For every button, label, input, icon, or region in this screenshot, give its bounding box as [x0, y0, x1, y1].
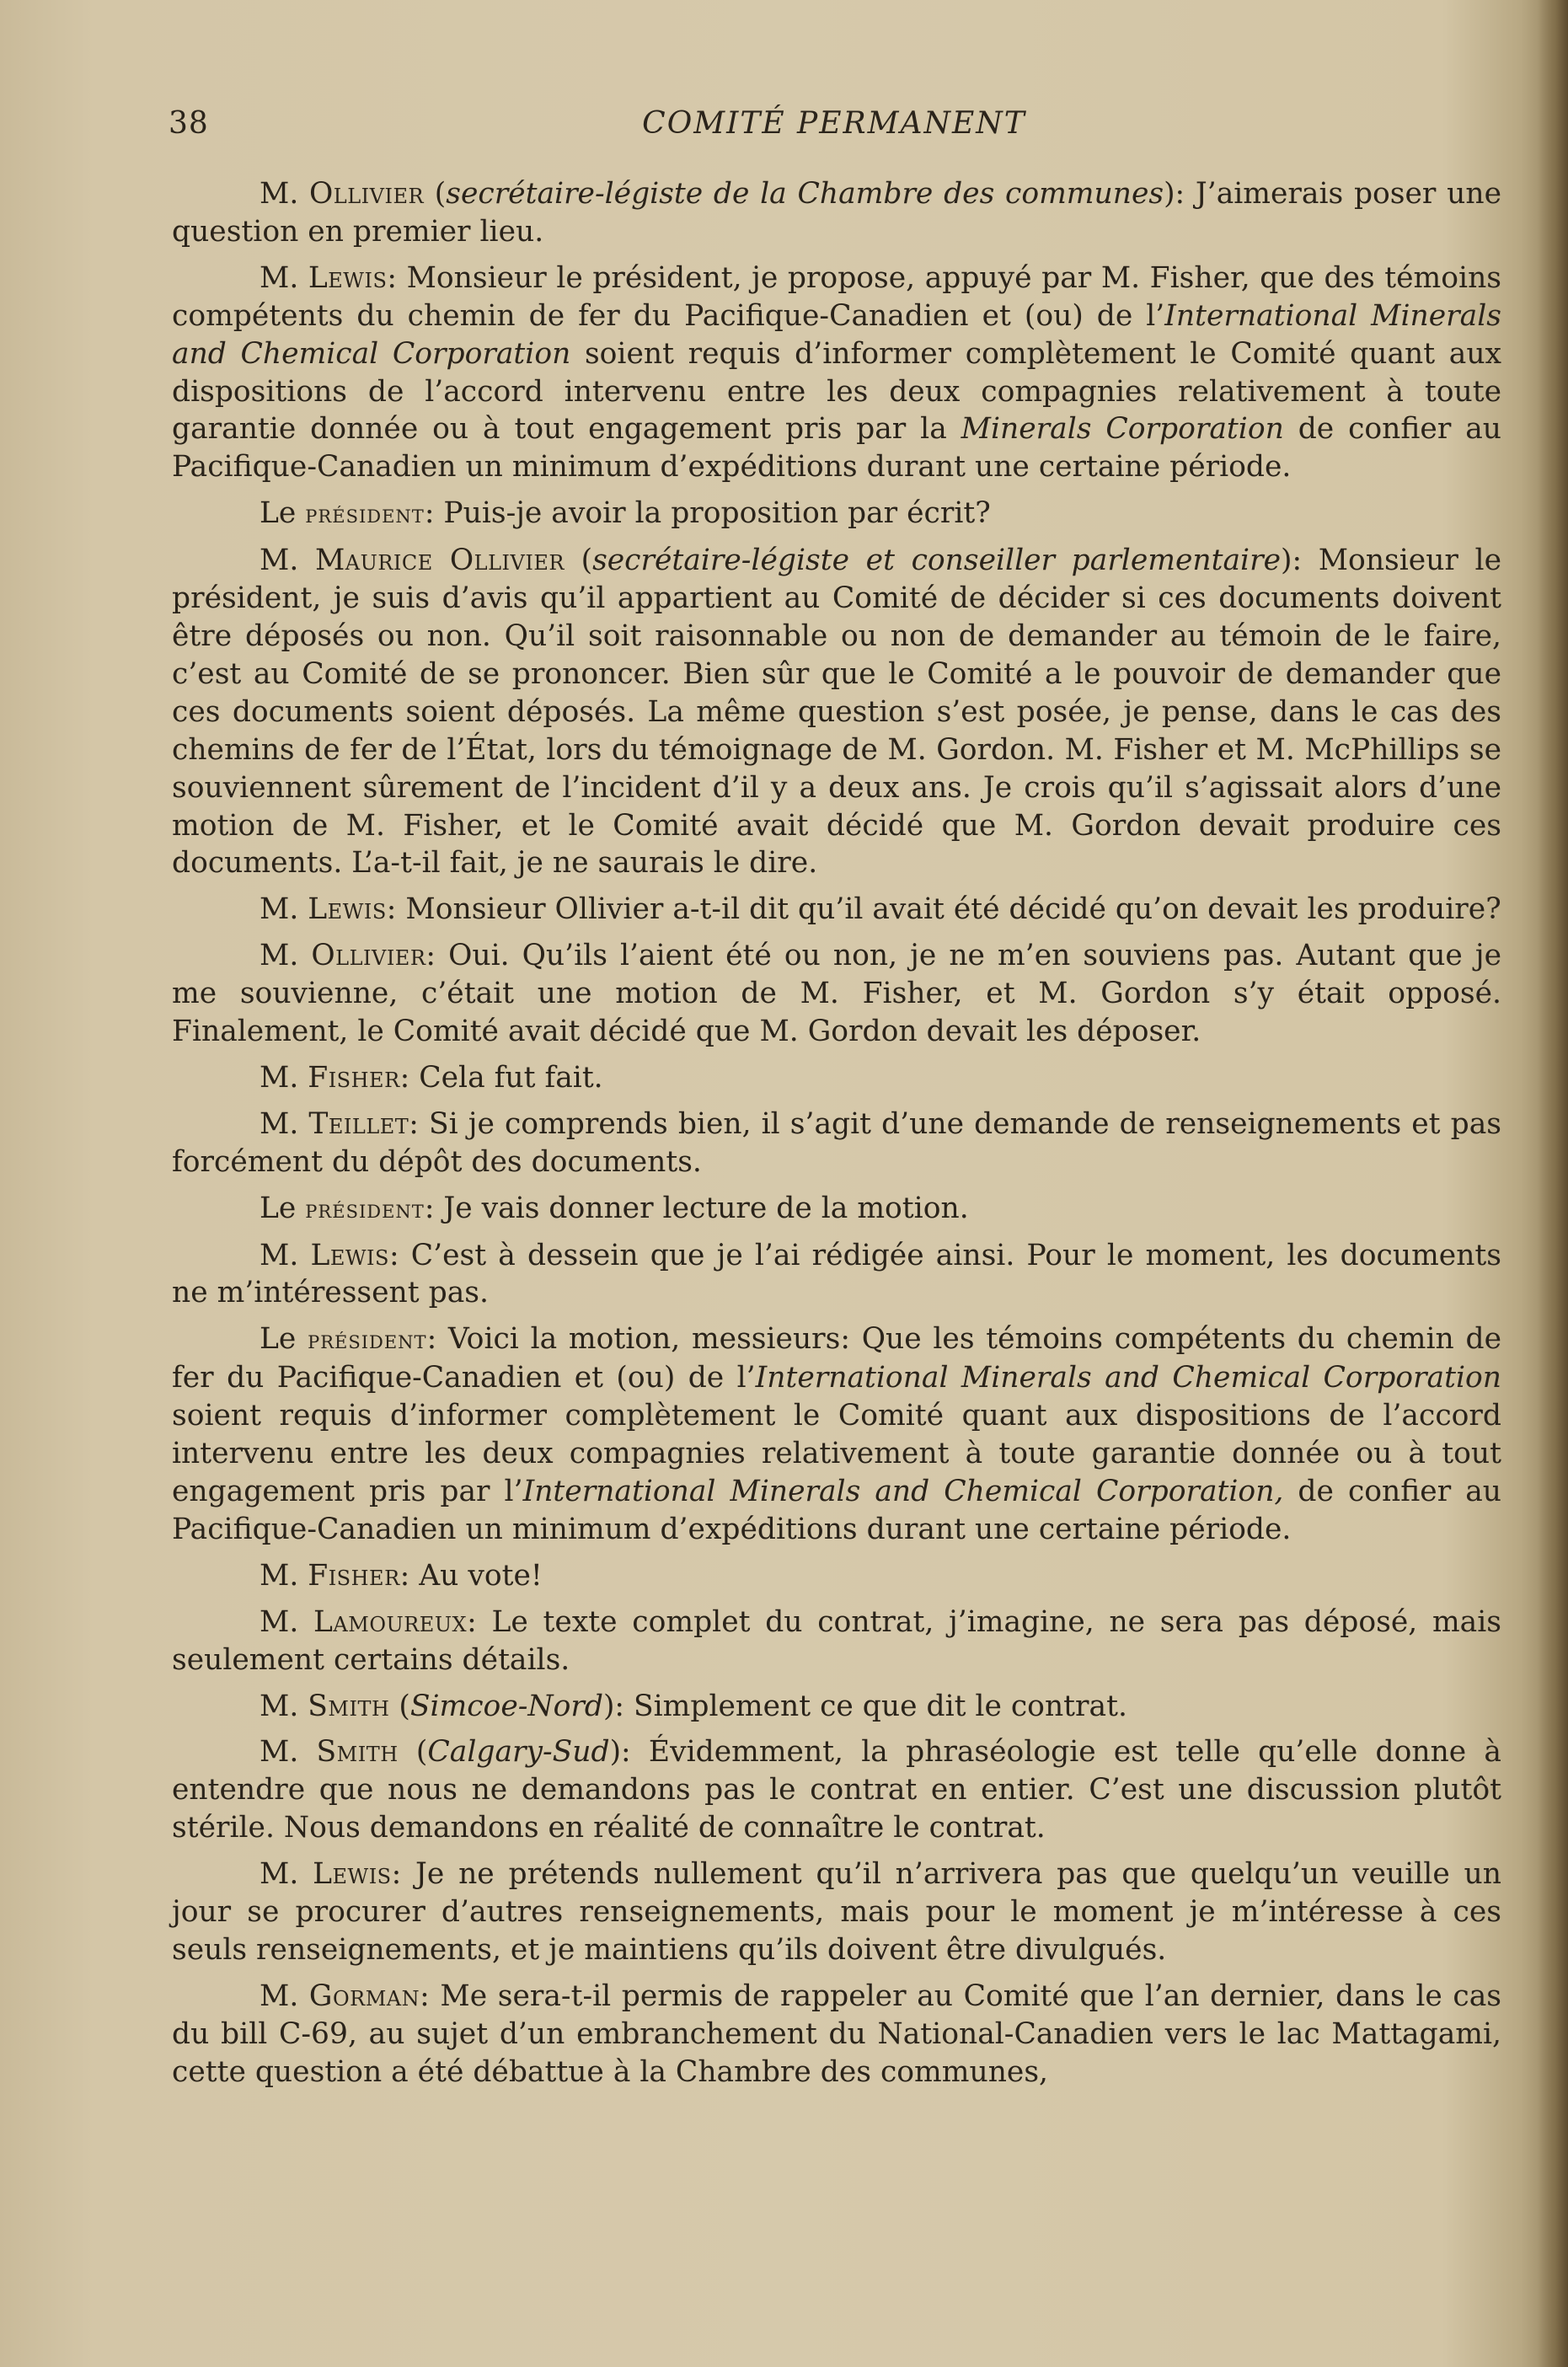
- title-prefix: M.: [260, 1238, 311, 1272]
- title-prefix: M.: [260, 1604, 314, 1639]
- paren-open: (: [564, 544, 593, 578]
- title-prefix: M.: [260, 1979, 309, 2013]
- title-prefix: M.: [260, 892, 308, 927]
- paren-open: (: [424, 177, 447, 211]
- title-prefix: Le: [260, 496, 306, 531]
- title-prefix: Le: [260, 1322, 308, 1357]
- speech-text: : Oui. Qu’ils l’aient été ou non, je ne m’en souviens pas. Autant que je me souvienne, c’était une motion de M. Fisher, et M. Gordon s’y était opposé. Finalement, le Comité avait décidé que M. Gordon devait les déposer.: [172, 939, 1501, 1049]
- paragraph: [172, 1688, 1501, 1726]
- speaker-name: Lamoureux: [313, 1604, 468, 1639]
- running-title: COMITÉ PERMANENT: [642, 106, 1026, 141]
- speaker-name: Teillet: [308, 1106, 409, 1141]
- speaker-name: Fisher: [308, 1060, 400, 1095]
- speech-text: : Cela fut fait.: [399, 1060, 603, 1095]
- speaker-name: président: [305, 499, 425, 529]
- speech-text: : Me sera-t-il permis de rappeler au Comité que l’an dernier, dans le cas du bill C-69, au sujet d’un embranchement du National-Canadien vers le lac Mattagami, cette question a été débattue à la Chambre des communes,: [172, 1979, 1501, 2089]
- title-prefix: M.: [260, 260, 308, 295]
- company-name: Minerals Corporation: [961, 412, 1284, 447]
- speech-text: soient requis d’informer complètement le Comité quant aux dispositions de l’accord intervenu entre les deux compagnies relativement à toute garantie donnée ou à tout engagement pris par la: [172, 336, 1501, 447]
- title-prefix: M.: [260, 544, 315, 578]
- paragraph: [172, 1320, 1501, 1548]
- paragraph: [172, 1856, 1501, 1969]
- book-spine-shadow: [1538, 0, 1568, 2367]
- speech-text: ): J’aimerais poser une question en premier lieu.: [172, 177, 1501, 249]
- paragraph: [172, 1059, 1501, 1097]
- page-header: [169, 99, 1500, 150]
- paragraph: [172, 891, 1501, 929]
- paragraph: [172, 1978, 1501, 2091]
- paragraph: [172, 1733, 1501, 1847]
- speech-text: ): Évidemment, la phraséologie est telle qu’elle donne à entendre que nous ne demandons pas le contrat en entier. C’est une discussion plutôt stérile. Nous demandons en réalité de connaître le contrat.: [172, 1735, 1501, 1845]
- paragraph: [172, 542, 1501, 882]
- speaker-name: Gorman: [308, 1979, 420, 2013]
- speaker-name: Lewis: [308, 892, 387, 927]
- title-prefix: M.: [260, 1857, 313, 1892]
- title-prefix: M.: [260, 1558, 308, 1593]
- title-prefix: M.: [260, 939, 312, 973]
- riding-name: Calgary-Sud: [427, 1735, 610, 1770]
- paragraph: [172, 1604, 1501, 1679]
- speaker-role: secrétaire-légiste de la Chambre des communes: [446, 177, 1164, 211]
- speech-text: : Monsieur Ollivier a-t-il dit qu’il avait été décidé qu’on devait les produire?: [386, 892, 1501, 927]
- speaker-name: Lewis: [310, 1238, 389, 1272]
- title-prefix: M.: [260, 1060, 308, 1095]
- speech-text: : Monsieur le président, je propose, appuyé par M. Fisher, que des témoins compétents du chemin de fer du Pacifique-Canadien et (ou) de l’: [172, 260, 1501, 333]
- speech-text: : Voici la motion, messieurs: Que les témoins compétents du chemin de fer du Pacifique-Canadien et (ou) de l’: [172, 1322, 1501, 1395]
- title-prefix: M.: [260, 177, 310, 211]
- speech-text: : C’est à dessein que je l’ai rédigée ainsi. Pour le moment, les documents ne m’intéressent pas.: [172, 1238, 1501, 1310]
- speech-text: : Puis-je avoir la proposition par écrit?: [424, 496, 991, 531]
- speaker-name: président: [308, 1325, 427, 1355]
- paren-open: (: [398, 1735, 428, 1770]
- paragraph: [172, 260, 1501, 486]
- paragraph: [172, 937, 1501, 1051]
- speech-text: : Au vote!: [399, 1558, 543, 1593]
- company-name: International Minerals and Chemical Corporation: [172, 298, 1501, 371]
- title-prefix: Le: [260, 1191, 306, 1225]
- page-number: 38: [169, 106, 209, 141]
- speech-text: ): Monsieur le président, je suis d’avis qu’il appartient au Comité de décider si ces documents doivent être déposés ou non. Qu’il soit raisonnable ou non de demander au témoin de le faire, c’est au Comité de se prononcer. Bien sûr que le Comité a le pouvoir de demander que ces documents soient déposés. La même question s’est posée, je pense, dans le cas des chemins de fer de l’État, lors du témoignage de M. Gordon. M. Fisher et M. McPhillips se souviennent sûrement de l’incident d’il y a deux ans. Je crois qu’il s’agissait alors d’une motion de M. Fisher, et le Comité avait décidé que M. Gordon devait produire ces documents. L’a-t-il fait, je ne saurais le dire.: [172, 544, 1502, 881]
- speaker-name: Fisher: [308, 1558, 400, 1593]
- company-name: International Minerals and Chemical Corporation,: [522, 1475, 1284, 1508]
- speaker-name: Ollivier: [309, 177, 425, 211]
- speech-text: de confier au Pacifique-Canadien un minimum d’expéditions durant une certaine période.: [172, 1475, 1501, 1546]
- speech-text: : Je vais donner lecture de la motion.: [424, 1191, 969, 1225]
- paragraph: [172, 1106, 1501, 1181]
- paragraph: [172, 495, 1501, 533]
- paragraph: [172, 1190, 1501, 1229]
- speech-text: ): Simplement ce que dit le contrat.: [602, 1689, 1127, 1723]
- title-prefix: M.: [260, 1735, 317, 1770]
- speaker-name: Maurice Ollivier: [314, 544, 565, 578]
- riding-name: Simcoe-Nord: [409, 1689, 603, 1723]
- body-text: [172, 175, 1501, 2100]
- paragraph: [172, 1557, 1501, 1595]
- speaker-name: Lewis: [313, 1857, 392, 1892]
- speech-text: de confier au Pacifique-Canadien un minimum d’expéditions durant une certaine période.: [172, 412, 1501, 485]
- speaker-name: président: [305, 1193, 425, 1224]
- speech-text: soient requis d’informer complètement le Comité quant aux dispositions de l’accord intervenu entre les deux compagnies relativement à toute garantie donnée ou à tout engagement pris par l’: [172, 1399, 1501, 1508]
- paragraph: [172, 1237, 1501, 1313]
- speaker-name: Ollivier: [311, 939, 426, 973]
- speech-text: : Je ne prétends nullement qu’il n’arrivera pas que quelqu’un veuille un jour se procurer d’autres renseignements, mais pour le moment je m’intéresse à ces seuls renseignements, et je maintiens qu’ils doivent être divulgués.: [172, 1857, 1501, 1967]
- speaker-name: Lewis: [308, 260, 388, 295]
- paren-open: (: [389, 1689, 410, 1723]
- speaker-name: Smith: [316, 1735, 399, 1770]
- speech-text: : Le texte complet du contrat, j’imagine, ne sera pas déposé, mais seulement certains détails.: [172, 1604, 1501, 1677]
- title-prefix: M.: [260, 1106, 309, 1141]
- speaker-role: secrétaire-légiste et conseiller parlementaire: [592, 544, 1281, 578]
- title-prefix: M.: [260, 1689, 308, 1723]
- company-name: International Minerals and Chemical Corporation: [755, 1361, 1501, 1395]
- speech-text: : Si je comprends bien, il s’agit d’une demande de renseignements et pas forcément du dépôt des documents.: [172, 1106, 1501, 1179]
- speaker-name: Smith: [308, 1689, 390, 1723]
- paragraph: [172, 175, 1501, 251]
